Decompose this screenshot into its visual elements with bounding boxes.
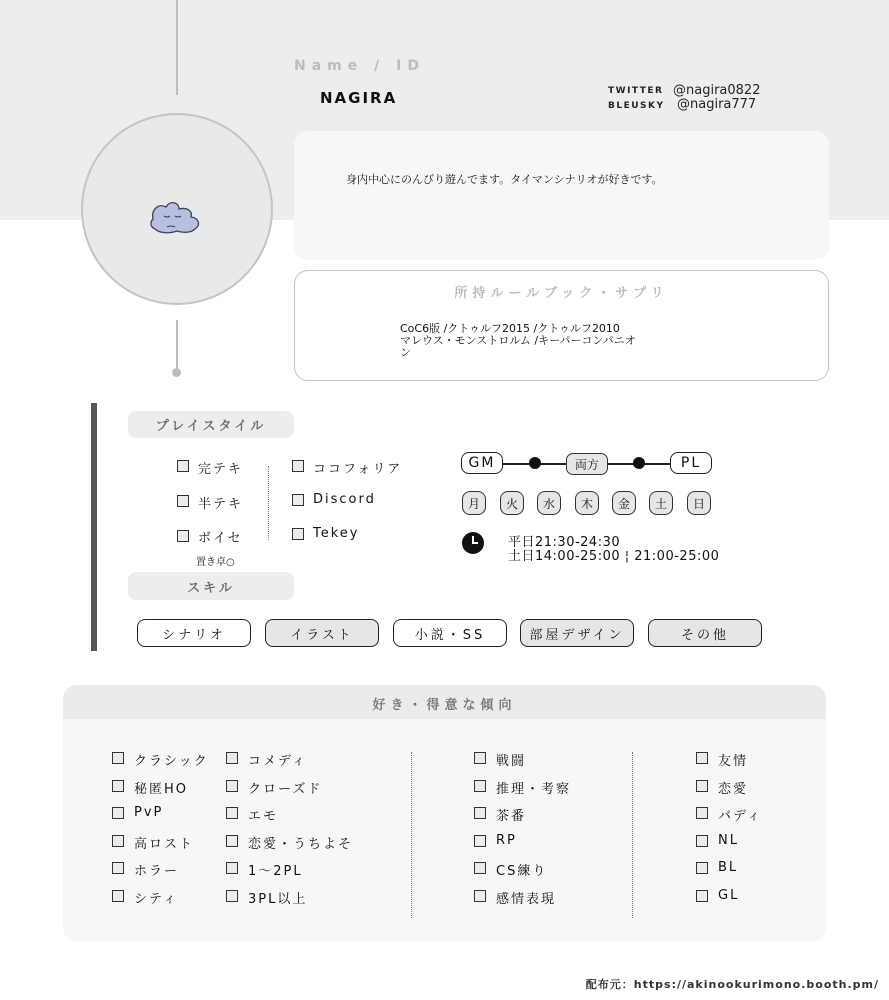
checkbox[interactable] (696, 862, 708, 874)
checkbox[interactable] (474, 862, 486, 874)
rulebook-line: ン (400, 346, 411, 359)
checkbox[interactable] (474, 835, 486, 847)
preference-label: 恋愛 (718, 782, 749, 797)
checkbox[interactable] (177, 460, 189, 472)
skill-tag[interactable]: シナリオ (137, 619, 251, 647)
checkbox[interactable] (696, 835, 708, 847)
day-wed[interactable]: 水 (537, 491, 561, 515)
preference-label: コメディ (248, 754, 307, 769)
checkbox[interactable] (112, 835, 124, 847)
checkbox[interactable] (112, 780, 124, 792)
tool-option-label: Tekey (313, 526, 360, 541)
checkbox[interactable] (696, 752, 708, 764)
name-id-label: Name / ID (294, 58, 425, 74)
clock-icon (461, 531, 485, 555)
twitter-handle[interactable]: @nagira0822 (673, 83, 761, 98)
style-option-label: 完テキ (198, 462, 244, 477)
preference-label: ホラー (134, 864, 180, 879)
checkbox[interactable] (112, 890, 124, 902)
connector-dot (172, 368, 181, 377)
preference-label: PvP (134, 805, 164, 820)
gm-tag[interactable]: GM (461, 452, 503, 474)
checkbox[interactable] (696, 780, 708, 792)
preference-label: 1～2PL (248, 864, 303, 879)
preference-label: 友情 (718, 754, 749, 769)
checkbox[interactable] (177, 530, 189, 542)
day-sat[interactable]: 土 (649, 491, 673, 515)
style-option-label: 半テキ (198, 497, 244, 512)
preference-label: 高ロスト (134, 837, 195, 852)
checkbox[interactable] (696, 807, 708, 819)
connector-line-bottom (176, 320, 178, 370)
dotted-divider (268, 466, 269, 540)
preference-label: クローズド (248, 782, 323, 797)
checkbox[interactable] (292, 460, 304, 472)
dotted-divider (632, 752, 633, 918)
profile-name: NAGIRA (320, 89, 398, 107)
tool-option-label: Discord (313, 492, 376, 507)
preferences-title: 好き・得意な傾向 (372, 698, 517, 713)
preference-label: 秘匿HO (134, 782, 189, 797)
checkbox[interactable] (292, 528, 304, 540)
checkbox[interactable] (696, 890, 708, 902)
footer-credit[interactable]: 配布元：https://akinookurimono.booth.pm/ (585, 978, 879, 991)
checkbox[interactable] (177, 495, 189, 507)
preference-label: BL (718, 860, 739, 875)
bio-text: 身内中心にのんびり遊んでます。タイマンシナリオが好きです。 (346, 173, 663, 186)
day-tue[interactable]: 火 (500, 491, 524, 515)
pl-tag[interactable]: PL (670, 452, 712, 474)
checkbox[interactable] (292, 494, 304, 506)
weekday-time: 平日21:30-24:30 (508, 535, 621, 550)
preference-label: RP (496, 833, 517, 848)
checkbox[interactable] (112, 752, 124, 764)
both-tag[interactable]: 両方 (566, 453, 608, 475)
bluesky-label: BLEUSKY (608, 101, 665, 111)
checkbox[interactable] (226, 752, 238, 764)
skill-tag[interactable]: 部屋デザイン (520, 619, 634, 647)
preference-label: 茶番 (496, 809, 527, 824)
checkbox[interactable] (474, 807, 486, 819)
preference-label: CS練り (496, 864, 548, 879)
checkbox[interactable] (226, 807, 238, 819)
rulebook-line: マレウス・モンストロルム /キーパーコンパニオ (400, 334, 636, 347)
preference-label: エモ (248, 809, 279, 824)
day-mon[interactable]: 月 (462, 491, 486, 515)
day-fri[interactable]: 金 (612, 491, 636, 515)
avatar[interactable] (81, 113, 273, 305)
bluesky-handle[interactable]: @nagira777 (677, 97, 757, 112)
checkbox[interactable] (474, 780, 486, 792)
dotted-divider (411, 752, 412, 918)
skill-tag[interactable]: その他 (648, 619, 762, 647)
playstyle-title: プレイスタイル (128, 411, 294, 438)
skill-tag[interactable]: イラスト (265, 619, 379, 647)
style-option-label: ボイセ (198, 531, 243, 546)
avatar-character-icon (147, 197, 209, 237)
preference-label: 恋愛・うちよそ (248, 837, 354, 852)
connector-line-top (176, 0, 178, 95)
checkbox[interactable] (474, 890, 486, 902)
section-accent-bar (91, 403, 97, 651)
rulebook-list (400, 323, 690, 359)
rulebook-title: 所持ルールブック・サプリ (454, 286, 669, 301)
bio-box (294, 131, 829, 260)
preference-label: GL (718, 888, 740, 903)
skill-tag[interactable]: 小説・SS (393, 619, 507, 647)
weekend-time: 土日14:00-25:00 ¦ 21:00-25:00 (508, 549, 720, 564)
preference-label: バディ (718, 809, 762, 824)
checkbox[interactable] (112, 807, 124, 819)
preference-label: シティ (134, 892, 178, 907)
twitter-label: TWITTER (608, 86, 664, 96)
rulebook-line: CoC6版 /クトゥルフ2015 /クトゥルフ2010 (400, 322, 620, 335)
preference-label: NL (718, 833, 739, 848)
checkbox[interactable] (226, 862, 238, 874)
preference-label: 感情表現 (496, 892, 557, 907)
role-scale-dot (633, 457, 645, 469)
preference-label: クラシック (134, 754, 209, 769)
preference-label: 推理・考察 (496, 782, 572, 797)
checkbox[interactable] (474, 752, 486, 764)
checkbox[interactable] (226, 780, 238, 792)
checkbox[interactable] (226, 890, 238, 902)
day-thu[interactable]: 木 (575, 491, 599, 515)
day-sun[interactable]: 日 (687, 491, 711, 515)
tool-option-label: ココフォリア (313, 462, 403, 477)
skills-title: スキル (128, 572, 294, 600)
checkbox[interactable] (112, 862, 124, 874)
preference-label: 戦闘 (496, 754, 527, 769)
role-scale-dot (529, 457, 541, 469)
checkbox[interactable] (226, 835, 238, 847)
async-play-note: 置き卓○ (196, 557, 235, 568)
preference-label: 3PL以上 (248, 892, 308, 907)
